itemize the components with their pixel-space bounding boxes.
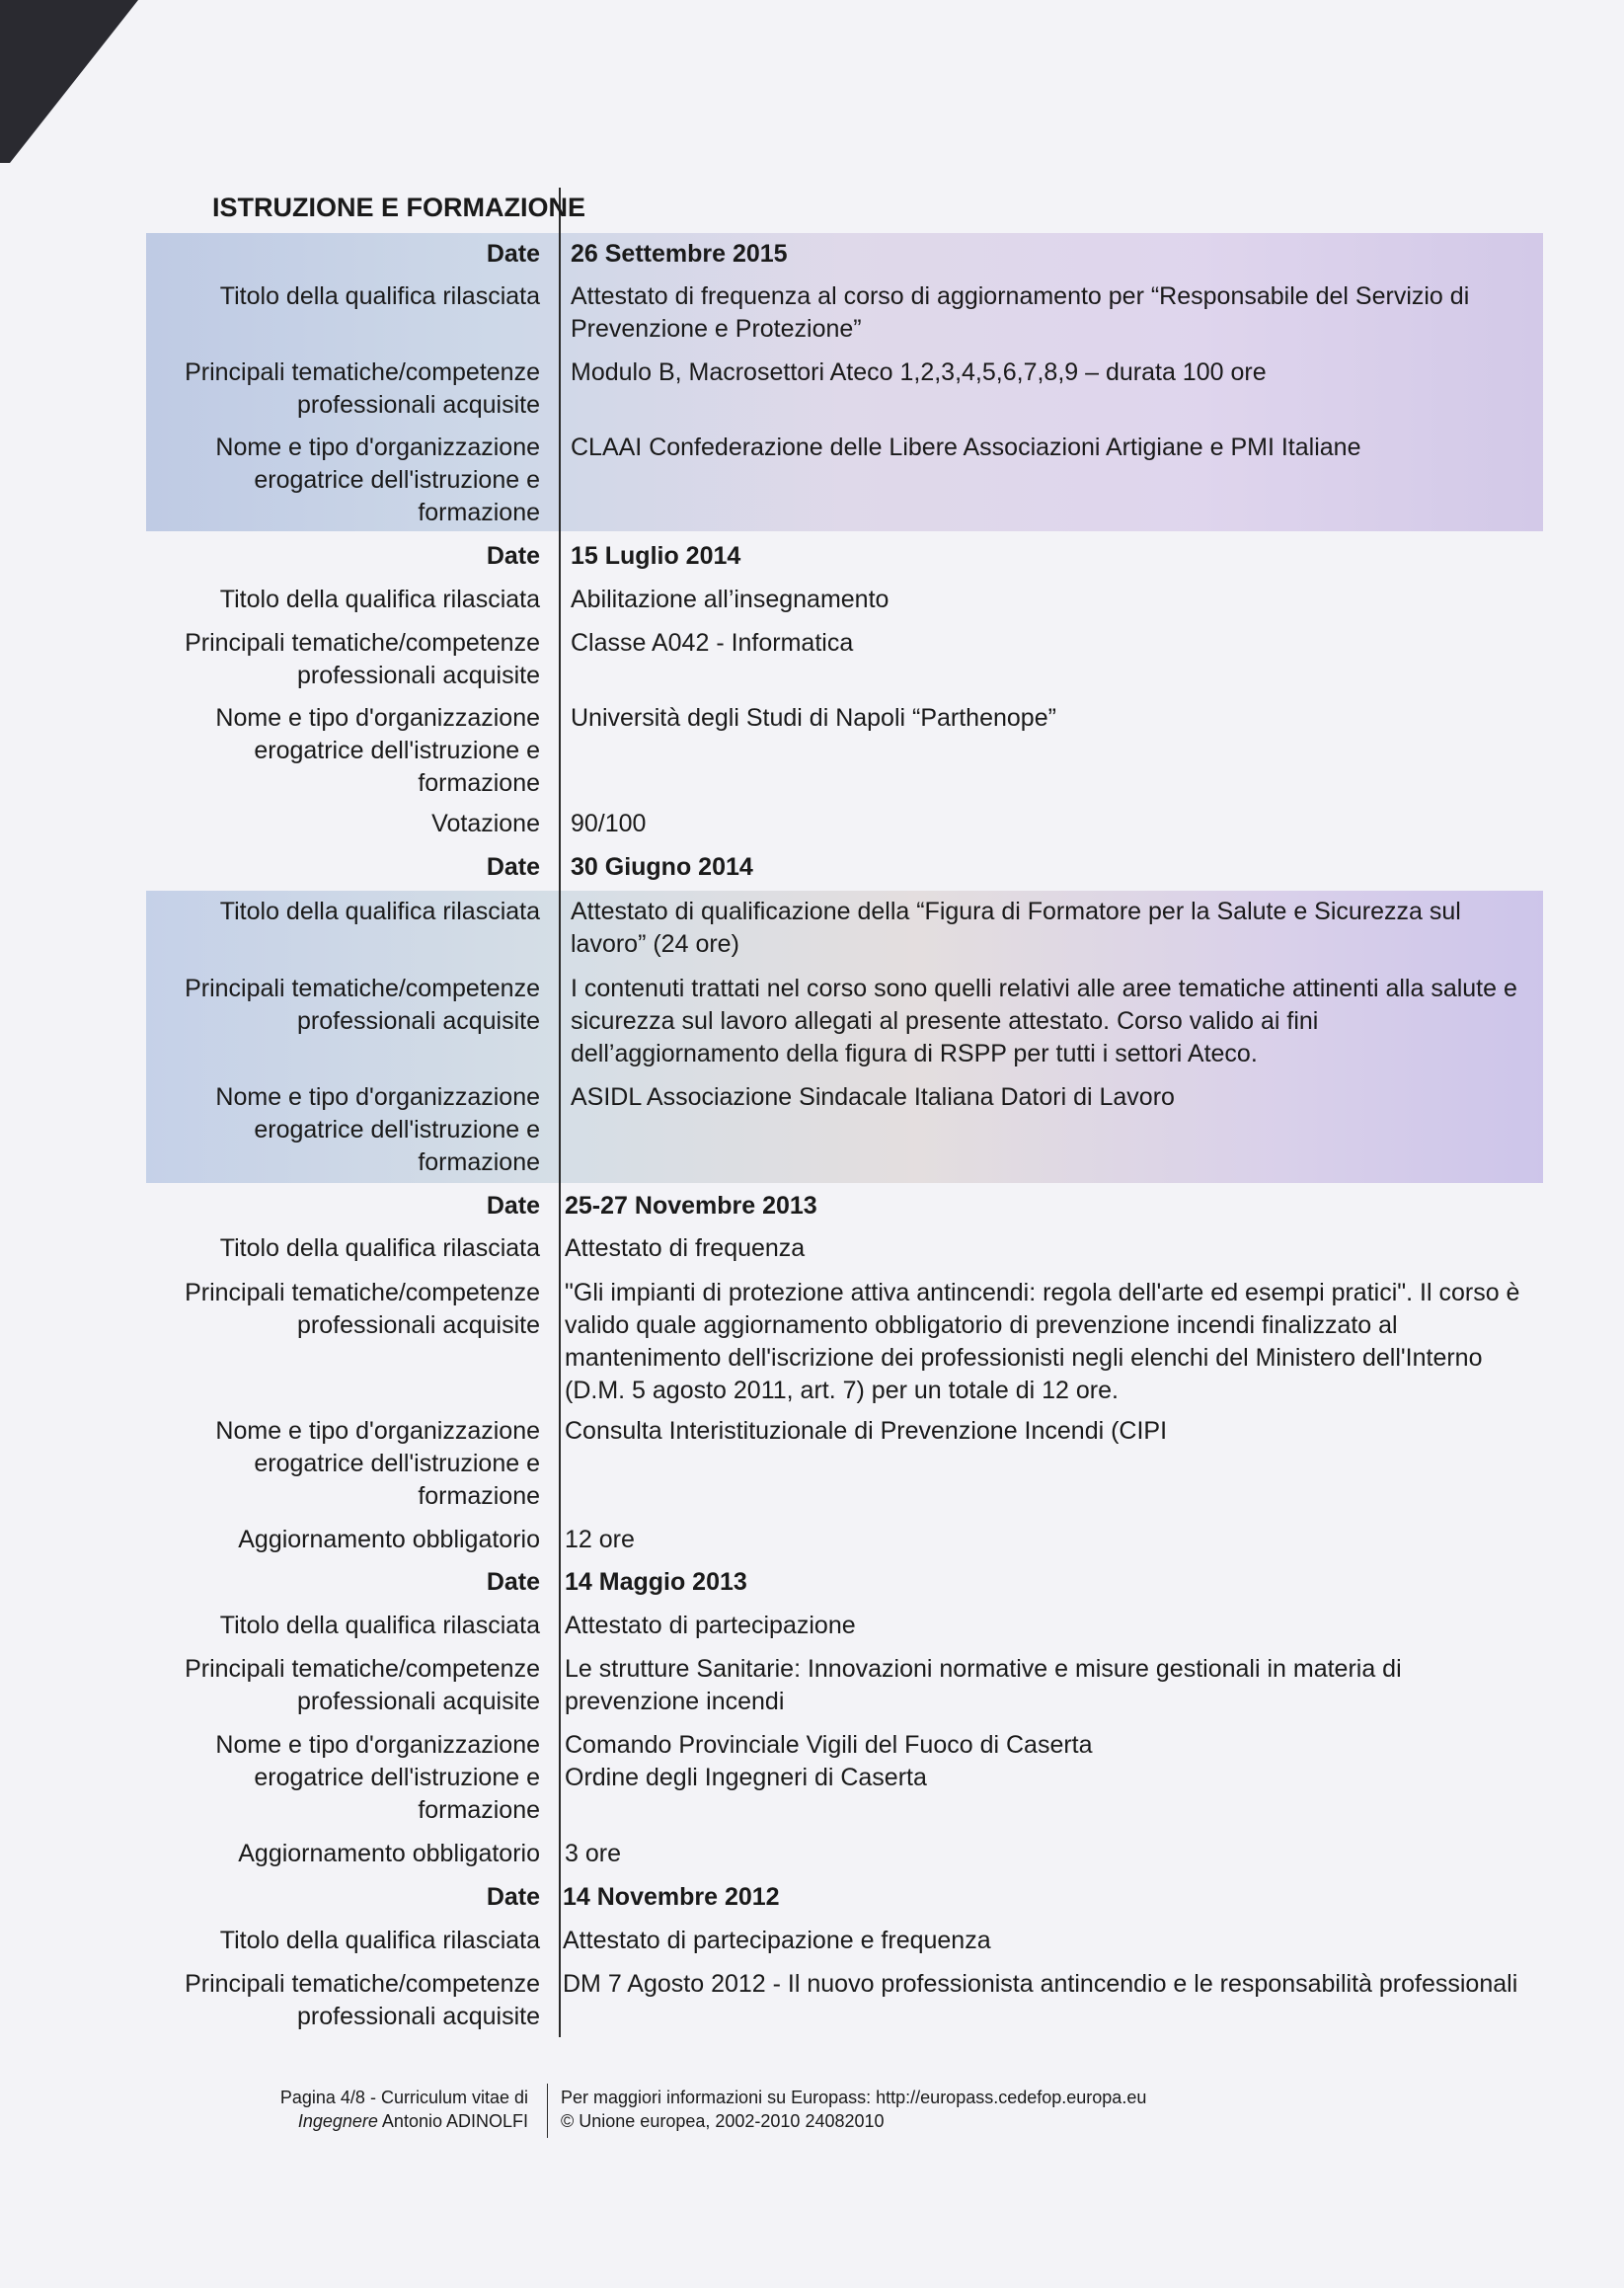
competences-label: Principali tematiche/competenze professionali acquisite bbox=[185, 1655, 540, 1715]
footer-copyright: © Unione europea, 2002-2010 24082010 bbox=[561, 2111, 885, 2131]
competences-label: Principali tematiche/competenze professionali acquisite bbox=[185, 1279, 540, 1339]
competences-label: Principali tematiche/competenze professionali acquisite bbox=[185, 975, 540, 1035]
scan-page-corner bbox=[0, 0, 148, 168]
organization-value: Consulta Interistituzionale di Prevenzione Incendi (CIPI bbox=[565, 1417, 1168, 1445]
grade-value: 90/100 bbox=[571, 810, 647, 837]
competences-label: Principali tematiche/competenze professionali acquisite bbox=[185, 358, 540, 419]
organization-value: CLAAI Confederazione delle Libere Associazioni Artigiane e PMI Italiane bbox=[571, 434, 1361, 461]
competences-value: Classe A042 - Informatica bbox=[571, 629, 854, 657]
organization-value: Università degli Studi di Napoli “Parthenope” bbox=[571, 704, 1056, 732]
qualification-value: Abilitazione all’insegnamento bbox=[571, 586, 889, 613]
qualification-label: Titolo della qualifica rilasciata bbox=[219, 1234, 540, 1262]
section-title: ISTRUZIONE E FORMAZIONE bbox=[212, 193, 585, 222]
mandatory-update-value: 12 ore bbox=[565, 1526, 635, 1553]
qualification-value: Attestato di partecipazione e frequenza bbox=[563, 1927, 991, 1954]
competences-value: Modulo B, Macrosettori Ateco 1,2,3,4,5,6,7,8,9 – durata 100 ore bbox=[571, 358, 1267, 386]
footer-author-title: Ingegnere bbox=[297, 2111, 378, 2131]
column-divider bbox=[559, 188, 561, 2037]
date-label: Date bbox=[486, 1883, 540, 1911]
organization-label: Nome e tipo d'organizzazione erogatrice dell'istruzione e formazione bbox=[215, 1731, 540, 1824]
organization-label: Nome e tipo d'organizzazione erogatrice dell'istruzione e formazione bbox=[215, 704, 540, 797]
footer-author-name: Antonio ADINOLFI bbox=[377, 2111, 528, 2131]
footer-page-info bbox=[280, 2086, 528, 2133]
organization-value: ASIDL Associazione Sindacale Italiana Datori di Lavoro bbox=[571, 1083, 1175, 1111]
organization-value-line1: Comando Provinciale Vigili del Fuoco di Caserta bbox=[565, 1731, 1093, 1759]
qualification-label: Titolo della qualifica rilasciata bbox=[219, 586, 540, 613]
date-label: Date bbox=[486, 542, 540, 570]
date-label: Date bbox=[486, 1192, 540, 1220]
qualification-value: Attestato di qualificazione della “Figura di Formatore per la Salute e Sicurezza sul lavoro” (24 ore) bbox=[571, 898, 1461, 958]
footer-europass-link: Per maggiori informazioni su Europass: http://europass.cedefop.europa.eu bbox=[561, 2088, 1147, 2107]
qualification-label: Titolo della qualifica rilasciata bbox=[219, 282, 540, 310]
mandatory-update-label: Aggiornamento obbligatorio bbox=[238, 1526, 540, 1553]
competences-label: Principali tematiche/competenze professionali acquisite bbox=[185, 629, 540, 689]
date-value: 30 Giugno 2014 bbox=[571, 853, 753, 881]
organization-label: Nome e tipo d'organizzazione erogatrice dell'istruzione e formazione bbox=[215, 1417, 540, 1510]
competences-value: I contenuti trattati nel corso sono quelli relativi alle aree tematiche attinenti alla salute e sicurezza sul lavoro allegati al presente attestato. Corso valido ai fini dell’aggiornamento della figura di RSPP per tutti i settori Ateco. bbox=[571, 975, 1517, 1067]
date-value: 14 Maggio 2013 bbox=[565, 1568, 747, 1596]
footer-author-line bbox=[280, 2109, 528, 2133]
qualification-label: Titolo della qualifica rilasciata bbox=[219, 1612, 540, 1639]
date-label: Date bbox=[486, 240, 540, 268]
qualification-label: Titolo della qualifica rilasciata bbox=[219, 1927, 540, 1954]
qualification-value: Attestato di frequenza al corso di aggiornamento per “Responsabile del Servizio di Prevenzione e Protezione” bbox=[571, 282, 1470, 343]
footer-europass-info bbox=[561, 2086, 1146, 2133]
organization-label: Nome e tipo d'organizzazione erogatrice dell'istruzione e formazione bbox=[215, 434, 540, 526]
date-label: Date bbox=[486, 1568, 540, 1596]
grade-label: Votazione bbox=[431, 810, 540, 837]
qualification-label: Titolo della qualifica rilasciata bbox=[219, 898, 540, 925]
qualification-value: Attestato di partecipazione bbox=[565, 1612, 856, 1639]
date-value: 15 Luglio 2014 bbox=[571, 542, 741, 570]
mandatory-update-value: 3 ore bbox=[565, 1840, 621, 1867]
date-label: Date bbox=[486, 853, 540, 881]
mandatory-update-label: Aggiornamento obbligatorio bbox=[238, 1840, 540, 1867]
competences-value: Le strutture Sanitarie: Innovazioni normative e misure gestionali in materia di prevenzione incendi bbox=[565, 1655, 1402, 1715]
footer-page-line: Pagina 4/8 - Curriculum vitae di bbox=[279, 2088, 528, 2107]
qualification-value: Attestato di frequenza bbox=[565, 1234, 806, 1262]
organization-value-line2: Ordine degli Ingegneri di Caserta bbox=[565, 1764, 927, 1791]
competences-value: "Gli impianti di protezione attiva antincendi: regola dell'arte ed esempi pratici". Il corso è valido quale aggiornamento obbligatorio di prevenzione incendi finalizzato al mantenimento dell'iscrizione dei professionisti negli elenchi del Ministero dell'Interno (D.M. 5 agosto 2011, art. 7) per un totale di 12 ore. bbox=[565, 1279, 1520, 1404]
date-value: 14 Novembre 2012 bbox=[563, 1883, 780, 1911]
organization-label: Nome e tipo d'organizzazione erogatrice dell'istruzione e formazione bbox=[215, 1083, 540, 1176]
competences-value: DM 7 Agosto 2012 - Il nuovo professionista antincendio e le responsabilità professionali bbox=[563, 1970, 1518, 1998]
date-value: 25-27 Novembre 2013 bbox=[565, 1192, 817, 1220]
competences-label: Principali tematiche/competenze professionali acquisite bbox=[185, 1970, 540, 2030]
footer-divider bbox=[547, 2084, 548, 2138]
date-value: 26 Settembre 2015 bbox=[571, 240, 788, 268]
